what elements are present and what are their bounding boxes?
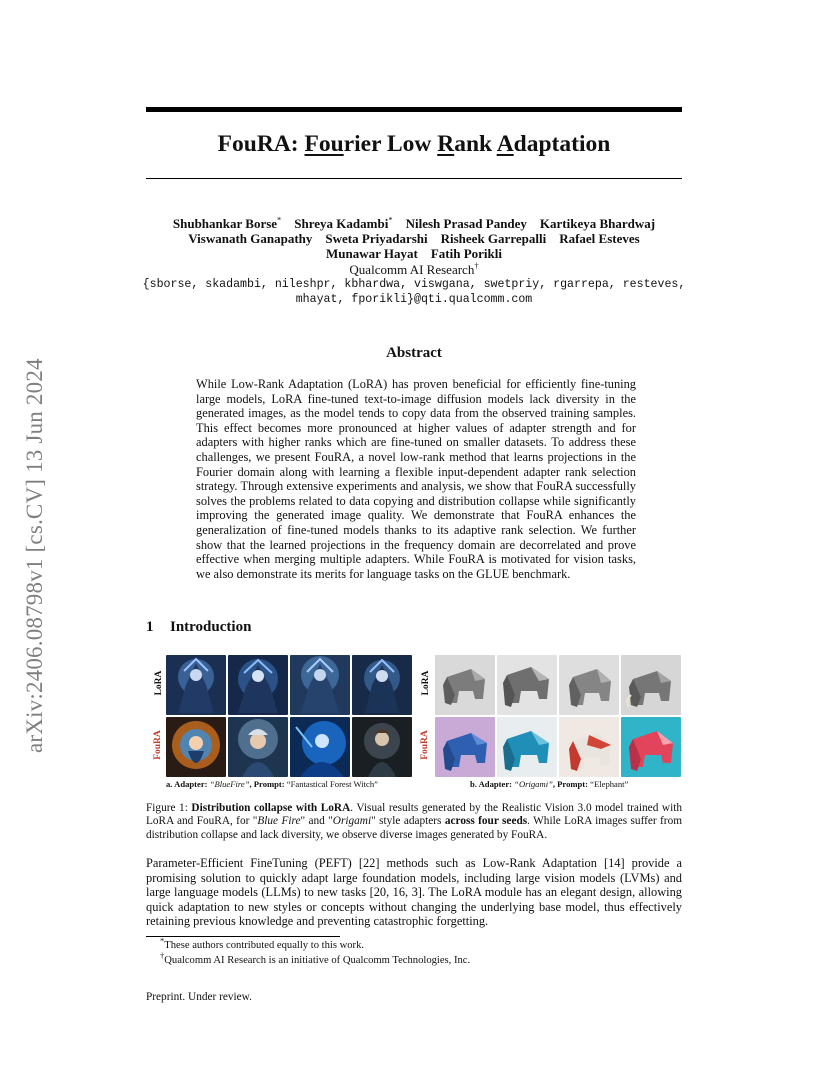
row-label-lora: LoRA	[421, 670, 431, 696]
witch-foura-image-3	[290, 717, 350, 777]
figure-caption: Figure 1: Distribution collapse with LoRA. Visual results generated by the Realistic Vision 3.0 model trained with LoRA and FouRA, for "Blue Fire" and "Origami" style adapters across four seeds. While LoRA images suffer from distribution collapse and lack diversity, we observe diverse images generated by FouRA.	[146, 802, 683, 841]
elephant-lora-image-4	[621, 655, 681, 715]
author-emails-line-2: mhayat, fporikli}@qti.qualcomm.com	[295, 293, 533, 306]
abstract-heading: Abstract	[386, 345, 442, 361]
author-name: Fatih Porikli	[430, 246, 502, 261]
row-label-foura: FouRA	[153, 730, 163, 760]
preprint-notice: Preprint. Under review.	[146, 991, 252, 1003]
witch-foura-image-2	[228, 717, 288, 777]
elephant-foura-image-2	[497, 717, 557, 777]
row-label-lora: LoRA	[154, 670, 164, 696]
author-emails-line-1: {sborse, skadambi, nileshpr, kbhardwa, viswgana, swetpriy, rgarrepa, resteves,	[142, 278, 686, 291]
intro-paragraph: Parameter-Efficient FineTuning (PEFT) [22] methods such as Low-Rank Adaptation [14] provide a promising solution to quickly adapt large foundation models, including large vision models (LVMs) and large language models (LLMs) to new tasks [20, 16, 3]. The LoRA module has an elegant design, allowing quick adaptation to new styles or concepts without changing the underlying base model, thus effectively retaining previous knowledge and preventing catastrophic forgetting.	[146, 856, 682, 929]
author-name: Rafael Esteves	[559, 231, 640, 246]
author-line-1: Shubhankar Borse* Shreya Kadambi* Nilesh Prasad Pandey Kartikeya Bhardwaj	[172, 214, 656, 231]
author-line-3	[100, 246, 728, 262]
section-heading: 1 Introduction	[146, 619, 252, 635]
witch-foura-image-4	[352, 717, 412, 777]
arxiv-sidebar-id: arXiv:2406.08798v1 [cs.CV] 13 Jun 2024	[22, 358, 47, 753]
author-name: Shubhankar Borse	[172, 216, 278, 231]
witch-lora-image-3	[290, 655, 350, 715]
elephant-lora-image-1	[435, 655, 495, 715]
abstract-text: While Low-Rank Adaptation (LoRA) has proven beneficial for efficiently fine-tuning large models, LoRA fine-tuned text-to-image diffusion models lack diversity in the generated images, as the model tends to copy data from the observed training samples. This effect becomes more pronounced at higher values of adapter strength and for adapters with higher ranks which are fine-tuned on smaller datasets. To address these challenges, we present FouRA, a novel low-rank method that learns projections in the Fourier domain along with learning a flexible input-dependent adapter rank selection strategy. Through extensive experiments and analysis, we show that FouRA successfully solves the problems related to data copying and distribution collapse while significantly improving the generated image quality. We demonstrate that FouRA enhances the generalization of fine-tuned models thanks to its adaptive rank selection. We further show that the learned projections in the frequency domain are decorrelated and prove effective when merging multiple adapters. While FouRA is motivated for vision tasks, we also demonstrate its merits for language tasks on the GLUE benchmark.	[196, 377, 636, 581]
witch-lora-image-1	[166, 655, 226, 715]
witch-foura-image-1	[166, 717, 226, 777]
affiliation: Qualcomm AI Research†	[349, 260, 479, 277]
author-line-2	[100, 231, 728, 247]
author-name: Nilesh Prasad Pandey	[405, 216, 527, 231]
author-name: Viswanath Ganapathy	[188, 231, 313, 246]
author-name: Risheek Garrepalli	[440, 231, 547, 246]
elephant-foura-image-1	[435, 717, 495, 777]
elephant-lora-image-3	[559, 655, 619, 715]
elephant-foura-image-4	[621, 717, 681, 777]
subfigure-caption-a: a. Adapter: “BlueFire”, Prompt: “Fantastical Forest Witch”	[166, 779, 378, 789]
footnote-rule	[146, 936, 340, 937]
elephant-foura-image-3	[559, 717, 619, 777]
figure-1	[148, 653, 684, 778]
elephant-lora-image-2	[497, 655, 557, 715]
subfigure-caption-b: b. Adapter: “Origami”, Prompt: “Elephant”	[470, 779, 629, 789]
row-label-foura: FouRA	[420, 730, 430, 760]
footnote-2: †Qualcomm AI Research is an initiative of Qualcomm Technologies, Inc.	[160, 950, 471, 966]
paper-title: FouRA: Fourier Low Rank Adaptation	[217, 131, 611, 157]
author-name: Shreya Kadambi	[294, 216, 389, 231]
author-name: Munawar Hayat	[326, 246, 418, 261]
title-top-rule	[146, 107, 682, 112]
witch-lora-image-2	[228, 655, 288, 715]
footnote-1: *These authors contributed equally to this work.	[160, 935, 365, 951]
author-name: Sweta Priyadarshi	[325, 231, 428, 246]
author-name: Kartikeya Bhardwaj	[539, 216, 656, 231]
witch-lora-image-4	[352, 655, 412, 715]
title-bottom-rule	[146, 178, 682, 179]
